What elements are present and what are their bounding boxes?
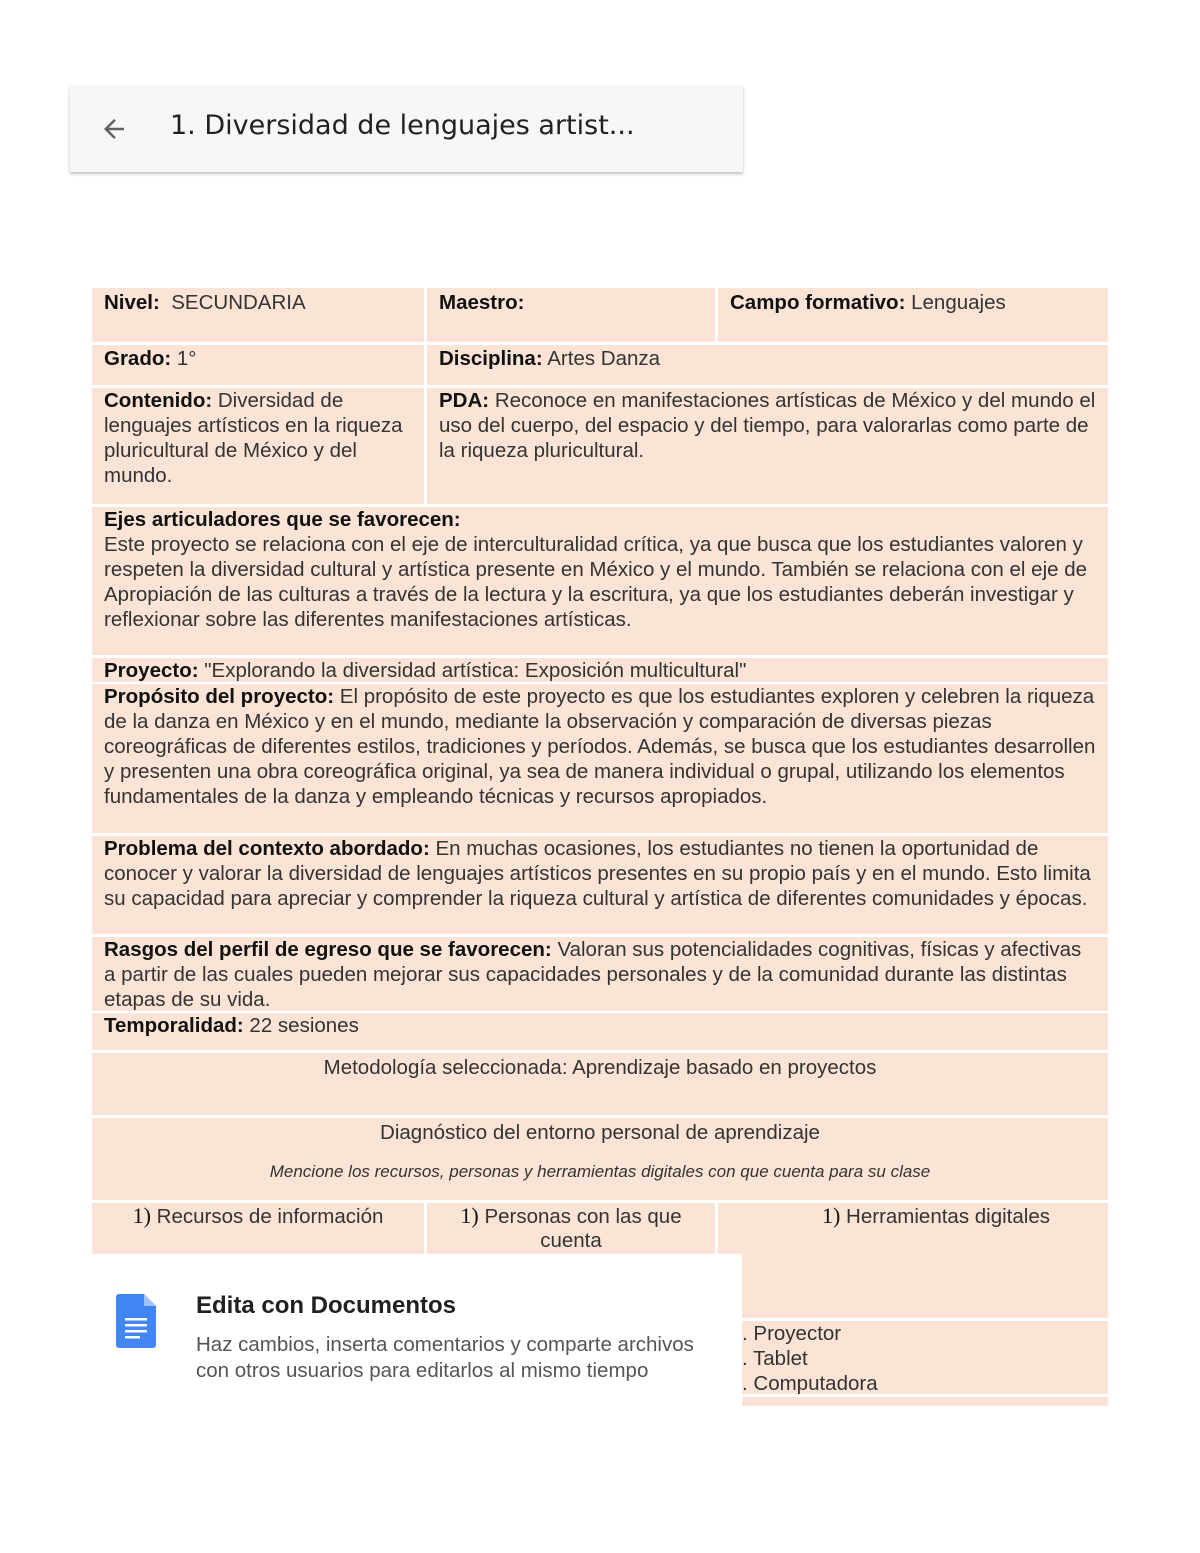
- proposito-value: El propósito de este proyecto es que los estudiantes exploren y celebren la riqueza de la danza en México y en el mundo, mediante la observación y comparación de diversas piezas coreográficas de diferentes estilos, tradiciones y períodos. Además, se busca que los estudiantes desarrollen y presenten una obra coreográfica original, ya sea de manera individual o grupal, utilizando los elementos fundamentales de la danza y empleando técnicas y recursos apropiados.: [104, 685, 1096, 808]
- problema-label: Problema del contexto abordado:: [104, 837, 430, 860]
- grado-label: Grado:: [104, 347, 172, 370]
- rasgos-value: Valoran sus potencialidades cognitivas, físicas y afectivas a partir de las cuales pueden mejorar sus capacidades personales y de la comunidad durante las distintas etapas de su vida.: [104, 938, 1082, 1011]
- ejes-cell: [92, 507, 1108, 655]
- herramienta-item: . Computadora: [742, 1372, 878, 1394]
- rasgos-label: Rasgos del perfil de egreso que se favorecen:: [104, 938, 552, 961]
- grado-value: 1°: [176, 347, 197, 370]
- docs-promo-card[interactable]: [92, 1254, 742, 1406]
- diagnostico-title: Diagnóstico del entorno personal de aprendizaje: [380, 1121, 820, 1144]
- diagnostico-cell: [92, 1118, 1108, 1200]
- campo-value: Lenguajes: [911, 291, 1006, 314]
- pda-cell: [427, 388, 1108, 504]
- proposito-label: Propósito del proyecto:: [104, 685, 335, 708]
- promo-description: Haz cambios, inserta comentarios y comparte archivos con otros usuarios para editarlos al mismo tiempo: [196, 1333, 694, 1382]
- app-bar: [70, 86, 743, 172]
- pda-label: PDA:: [439, 389, 490, 412]
- personas-label: Personas con las que cuenta: [484, 1205, 682, 1252]
- herramientas-label: Herramientas digitales: [846, 1205, 1050, 1228]
- pda-value: Reconoce en manifestaciones artísticas de México y del mundo el uso del cuerpo, del espacio y del tiempo, para valorarlas como parte de la riqueza pluricultural.: [439, 389, 1096, 462]
- maestro-cell: [427, 288, 715, 342]
- arrow-left-icon: [99, 114, 129, 144]
- personas-column-header: [427, 1203, 715, 1254]
- temporalidad-cell: [92, 1013, 1108, 1050]
- recursos-number: 1): [132, 1203, 151, 1228]
- recursos-label: Recursos de información: [156, 1205, 384, 1228]
- campo-label: Campo formativo:: [730, 291, 906, 314]
- disciplina-value: Artes Danza: [547, 347, 661, 370]
- document-title: 1. Diversidad de lenguajes artist...: [170, 110, 635, 141]
- herramienta-item: . Tablet: [742, 1347, 808, 1370]
- table-bottom-strip: [718, 1397, 1108, 1406]
- promo-title: Edita con Documentos: [196, 1292, 457, 1319]
- proposito-cell: [92, 684, 1108, 833]
- metodologia-text: Metodología seleccionada: Aprendizaje basado en proyectos: [323, 1056, 877, 1079]
- personas-number: 1): [460, 1203, 479, 1228]
- herramientas-number: 1): [822, 1203, 841, 1228]
- rasgos-cell: [92, 937, 1108, 1011]
- proyecto-label: Proyecto:: [104, 659, 199, 682]
- campo-cell: [718, 288, 1108, 342]
- contenido-cell: [92, 388, 424, 504]
- problema-cell: [92, 836, 1108, 934]
- contenido-label: Contenido:: [104, 389, 213, 412]
- maestro-label: Maestro:: [439, 291, 525, 314]
- nivel-value: SECUNDARIA: [171, 291, 306, 314]
- ejes-value: Este proyecto se relaciona con el eje de interculturalidad crítica, ya que busca que los estudiantes valoren y respeten la diversidad cultural y artística presente en México y el mundo. También se relaciona con el eje de Apropiación de las culturas a través de la lectura y la escritura, ya que los estudiantes deberán investigar y reflexionar sobre las diferentes manifestaciones artísticas.: [104, 533, 1088, 631]
- problema-value: En muchas ocasiones, los estudiantes no tienen la oportunidad de conocer y valorar la diversidad de lenguajes artísticos presentes en su propio país y en el mundo. Esto limita su capacidad para apreciar y comprender la riqueza cultural y artística de diferentes comunidades y épocas.: [104, 837, 1091, 910]
- nivel-cell: [92, 288, 424, 342]
- grado-cell: [92, 345, 424, 385]
- ejes-label: Ejes articuladores que se favorecen:: [104, 508, 461, 531]
- recursos-column-header: [92, 1203, 424, 1254]
- temporalidad-value: 22 sesiones: [249, 1014, 359, 1037]
- herramienta-item: . Proyector: [742, 1322, 842, 1345]
- temporalidad-label: Temporalidad:: [104, 1014, 244, 1037]
- diagnostico-note: Mencione los recursos, personas y herramientas digitales con que cuenta para su clase: [269, 1162, 931, 1181]
- back-button[interactable]: [94, 109, 134, 149]
- proyecto-value: "Explorando la diversidad artística: Exposición multicultural": [204, 659, 747, 682]
- metodologia-cell: [92, 1053, 1108, 1115]
- proyecto-cell: [92, 658, 1108, 682]
- herramientas-column-header: [718, 1203, 1108, 1318]
- docs-icon: [116, 1294, 156, 1348]
- nivel-label: Nivel:: [104, 291, 160, 314]
- disciplina-cell: [427, 345, 1108, 385]
- contenido-value: Diversidad de lenguajes artísticos en la riqueza pluricultural de México y del mundo.: [104, 389, 403, 487]
- herramientas-list-cell: [718, 1321, 1108, 1394]
- disciplina-label: Disciplina:: [439, 347, 543, 370]
